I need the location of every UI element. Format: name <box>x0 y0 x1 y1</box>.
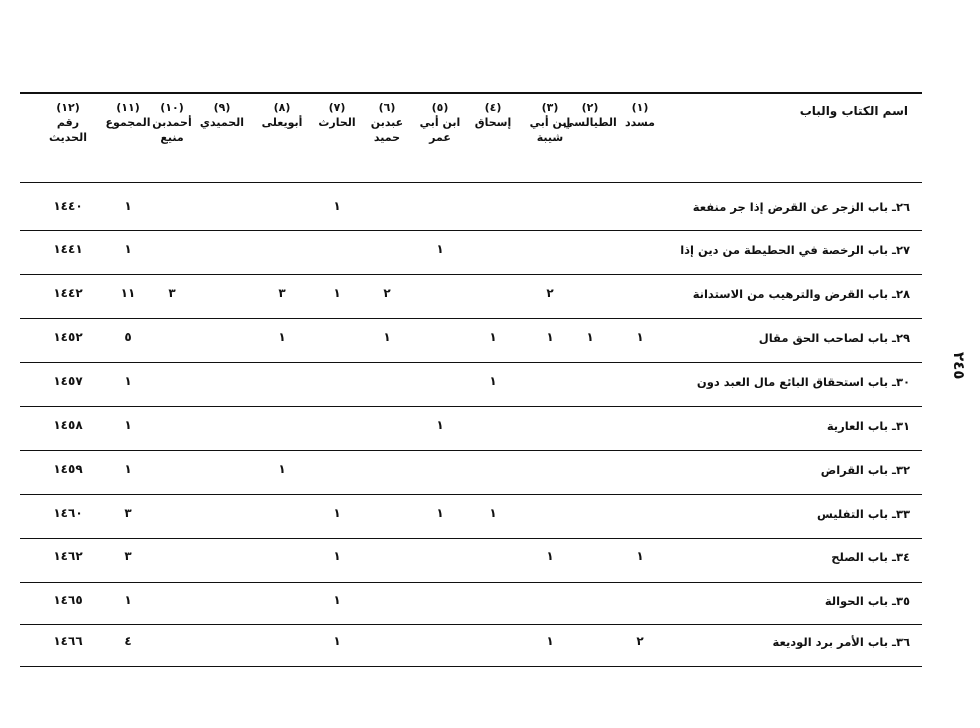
column-header <box>463 100 523 130</box>
row-rule <box>20 582 922 583</box>
column-name: ابن أبي شيبة <box>529 116 571 144</box>
chapter-title: ٣١ـ باب العارية <box>826 419 910 433</box>
total-count: ٣ <box>124 549 132 563</box>
hadith-number: ١٤٦٠ <box>53 506 83 520</box>
chapter-title: ٢٦ـ باب الزجر عن القرض إذا جر منفعة <box>692 200 910 214</box>
row-rule <box>20 450 922 451</box>
total-count: ١ <box>124 242 132 256</box>
chapter-title: ٣٠ـ باب استحقاق البائع مال العبد دون <box>696 375 910 389</box>
count-cell: ٢ <box>383 286 391 300</box>
row-rule <box>20 538 922 539</box>
header-rule <box>20 182 922 183</box>
total-count: ١ <box>124 418 132 432</box>
count-cell: ٢ <box>636 634 644 648</box>
column-name: الحميدي <box>199 116 245 129</box>
top-rule <box>20 92 922 94</box>
chapter-title: ٢٩ـ باب لصاحب الحق مقال <box>758 331 910 345</box>
chapter-title: ٣٢ـ باب القراض <box>820 463 910 477</box>
column-name: الطيالسي <box>563 116 617 129</box>
total-count: ١١ <box>120 286 136 300</box>
column-name: ابن أبي عمر <box>419 116 461 144</box>
chapter-title: ٣٣ـ باب التفليس <box>816 507 910 521</box>
total-count: ١ <box>124 199 132 213</box>
count-cell: ٣ <box>278 286 286 300</box>
row-rule <box>20 318 922 319</box>
column-name: رقم الحديث <box>49 116 87 144</box>
count-cell: ١ <box>436 418 444 432</box>
count-cell: ١ <box>436 506 444 520</box>
column-header <box>98 100 158 130</box>
hadith-number: ١٤٦٥ <box>53 593 83 607</box>
count-cell: ١ <box>546 549 554 563</box>
column-number: (٤) <box>484 101 502 114</box>
count-cell: ١ <box>489 330 497 344</box>
row-rule <box>20 406 922 407</box>
chapter-title: ٣٤ـ باب الصلح <box>831 550 910 564</box>
count-cell: ١ <box>333 549 341 563</box>
header-book-chapter: اسم الكتاب والباب <box>799 104 908 118</box>
total-count: ١ <box>124 374 132 388</box>
column-number: (١٠) <box>160 101 184 114</box>
count-cell: ٣ <box>168 286 176 300</box>
count-cell: ١ <box>333 286 341 300</box>
column-name: أحمدبن منيع <box>152 116 192 144</box>
row-rule <box>20 230 922 231</box>
hadith-number: ١٤٥٢ <box>53 330 83 344</box>
count-cell: ١ <box>546 330 554 344</box>
count-cell: ١ <box>636 330 644 344</box>
chapter-title: ٢٨ـ باب القرض والترهيب من الاستدانة <box>692 287 910 301</box>
count-cell: ١ <box>333 506 341 520</box>
hadith-number: ١٤٤٠ <box>53 199 83 213</box>
count-cell: ١ <box>436 242 444 256</box>
total-count: ٤ <box>124 634 132 648</box>
column-number: (٨) <box>273 101 291 114</box>
count-cell: ١ <box>333 199 341 213</box>
column-number: (٦) <box>378 101 396 114</box>
count-cell: ١ <box>546 634 554 648</box>
column-number: (١٢) <box>56 101 80 114</box>
column-name: مسدد <box>624 116 655 129</box>
hadith-number: ١٤٥٩ <box>53 462 83 476</box>
column-header <box>252 100 312 130</box>
hadith-number: ١٤٤١ <box>53 242 83 256</box>
column-name: المجموع <box>105 116 151 129</box>
count-cell: ١ <box>278 330 286 344</box>
row-rule <box>20 666 922 667</box>
count-cell: ١ <box>333 593 341 607</box>
column-number: (١١) <box>116 101 140 114</box>
column-header <box>520 100 580 145</box>
count-cell: ١ <box>489 506 497 520</box>
hadith-number: ١٤٦٦ <box>53 634 83 648</box>
column-header <box>38 100 98 145</box>
row-rule <box>20 274 922 275</box>
count-cell: ١ <box>383 330 391 344</box>
page-number: ٢٤٥ <box>950 352 968 380</box>
chapter-title: ٣٦ـ باب الأمر برد الوديعة <box>772 635 910 649</box>
column-number: (٥) <box>431 101 449 114</box>
chapter-title: ٣٥ـ باب الحوالة <box>824 594 910 608</box>
count-cell: ١ <box>489 374 497 388</box>
column-name: الحارث <box>318 116 356 129</box>
chapter-title: ٢٧ـ باب الرخصة في الحطيطة من دين إذا <box>680 243 910 257</box>
column-header <box>410 100 470 145</box>
total-count: ١ <box>124 593 132 607</box>
total-count: ٣ <box>124 506 132 520</box>
column-number: (١) <box>631 101 649 114</box>
column-name: إسحاق <box>474 116 512 129</box>
hadith-number: ١٤٥٨ <box>53 418 83 432</box>
column-name: أبويعلى <box>261 116 303 129</box>
column-number: (٩) <box>213 101 231 114</box>
hadith-number: ١٤٥٧ <box>53 374 83 388</box>
row-rule <box>20 362 922 363</box>
hadith-number: ١٤٤٢ <box>53 286 83 300</box>
count-cell: ١ <box>586 330 594 344</box>
total-count: ٥ <box>124 330 132 344</box>
column-number: (٣) <box>541 101 559 114</box>
count-cell: ١ <box>333 634 341 648</box>
column-number: (٧) <box>328 101 346 114</box>
column-header <box>307 100 367 130</box>
count-cell: ١ <box>636 549 644 563</box>
column-number: (٢) <box>581 101 599 114</box>
row-rule <box>20 494 922 495</box>
count-cell: ٢ <box>546 286 554 300</box>
hadith-number: ١٤٦٢ <box>53 549 83 563</box>
count-cell: ١ <box>278 462 286 476</box>
row-rule <box>20 624 922 625</box>
column-name: عبدبن حميد <box>370 116 404 144</box>
total-count: ١ <box>124 462 132 476</box>
